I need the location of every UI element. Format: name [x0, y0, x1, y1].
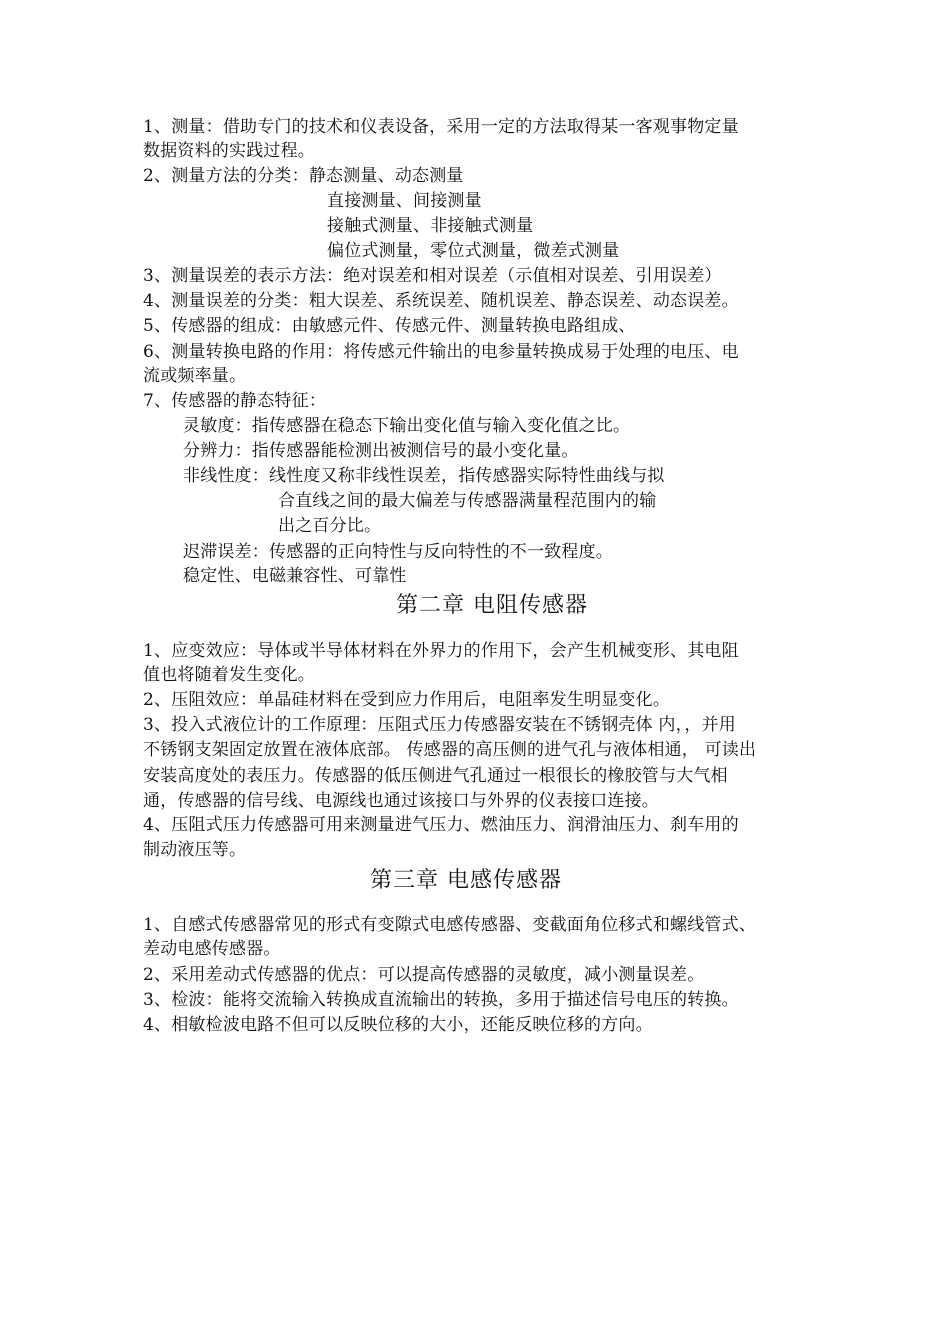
text-line: 3、检波：能将交流输入转换成直流输出的转换，多用于描述信号电压的转换。	[143, 990, 739, 1010]
text-line: 差动电感传感器。	[143, 939, 281, 959]
text-line: 6、测量转换电路的作用：将传感元件输出的电参量转换成易于处理的电压、电	[143, 342, 739, 362]
text-line: 1、自感式传感器常见的形式有变隙式电感传感器、变截面角位移式和螺线管式、	[143, 915, 757, 935]
text-line: 制动液压等。	[143, 840, 247, 860]
text-line: 1、应变效应：导体或半导体材料在外界力的作用下，会产生机械变形、其电阻	[143, 641, 739, 661]
text-line: 5、传感器的组成：由敏感元件、传感元件、测量转换电路组成、	[143, 316, 636, 336]
text-line: 通，传感器的信号线、电源线也通过该接口与外界的仪表接口连接。	[143, 791, 659, 811]
text-line: 4、测量误差的分类：粗大误差、系统误差、随机误差、静态误差、动态误差。	[143, 291, 739, 311]
text-line: 安装高度处的表压力。传感器的低压侧进气孔通过一根很长的橡胶管与大气相	[143, 766, 728, 786]
text-line: 7、传感器的静态特征：	[143, 391, 327, 411]
chapter2-title: 第二章 电阻传感器	[396, 593, 588, 618]
text-line: 3、投入式液位计的工作原理：压阻式压力传感器安装在不锈钢壳体 内，，并用	[143, 715, 736, 735]
text-line: 数据资料的实践过程。	[143, 141, 315, 161]
text-line: 分辨力：指传感器能检测出被测信号的最小变化量。	[183, 441, 579, 461]
text-line: 偏位式测量，零位式测量，微差式测量	[327, 241, 620, 261]
text-line: 2、测量方法的分类：静态测量、动态测量	[143, 166, 464, 186]
text-line: 3、测量误差的表示方法：绝对误差和相对误差（示值相对误差、引用误差）	[143, 266, 722, 286]
text-line: 接触式测量、非接触式测量	[327, 216, 534, 236]
text-line: 灵敏度：指传感器在稳态下输出变化值与输入变化值之比。	[183, 416, 631, 436]
text-line: 不锈钢支架固定放置在液体底部。 传感器的高压侧的进气孔与液体相通， 可读出	[143, 740, 757, 760]
text-line: 4、相敏检波电路不但可以反映位移的大小，还能反映位移的方向。	[143, 1015, 653, 1035]
text-line: 值也将随着发生变化。	[143, 665, 315, 685]
text-line: 非线性度：线性度又称非线性误差，指传感器实际特性曲线与拟	[183, 466, 665, 486]
text-line: 直接测量、间接测量	[327, 191, 482, 211]
text-line: 出之百分比。	[278, 516, 382, 536]
text-line: 2、压阻效应：单晶硅材料在受到应力作用后，电阻率发生明显变化。	[143, 690, 671, 710]
text-line: 合直线之间的最大偏差与传感器满量程范围内的输	[278, 491, 657, 511]
text-line: 2、采用差动式传感器的优点：可以提高传感器的灵敏度，减小测量误差。	[143, 965, 705, 985]
text-line: 4、压阻式压力传感器可用来测量进气压力、燃油压力、润滑油压力、刹车用的	[143, 815, 739, 835]
text-line: 流或频率量。	[143, 366, 247, 386]
text-line: 迟滞误差：传感器的正向特性与反向特性的不一致程度。	[183, 542, 613, 562]
text-line: 稳定性、电磁兼容性、可靠性	[183, 566, 407, 586]
chapter3-title: 第三章 电感传感器	[370, 868, 562, 893]
text-line: 1、测量：借助专门的技术和仪表设备，采用一定的方法取得某一客观事物定量	[143, 117, 739, 137]
